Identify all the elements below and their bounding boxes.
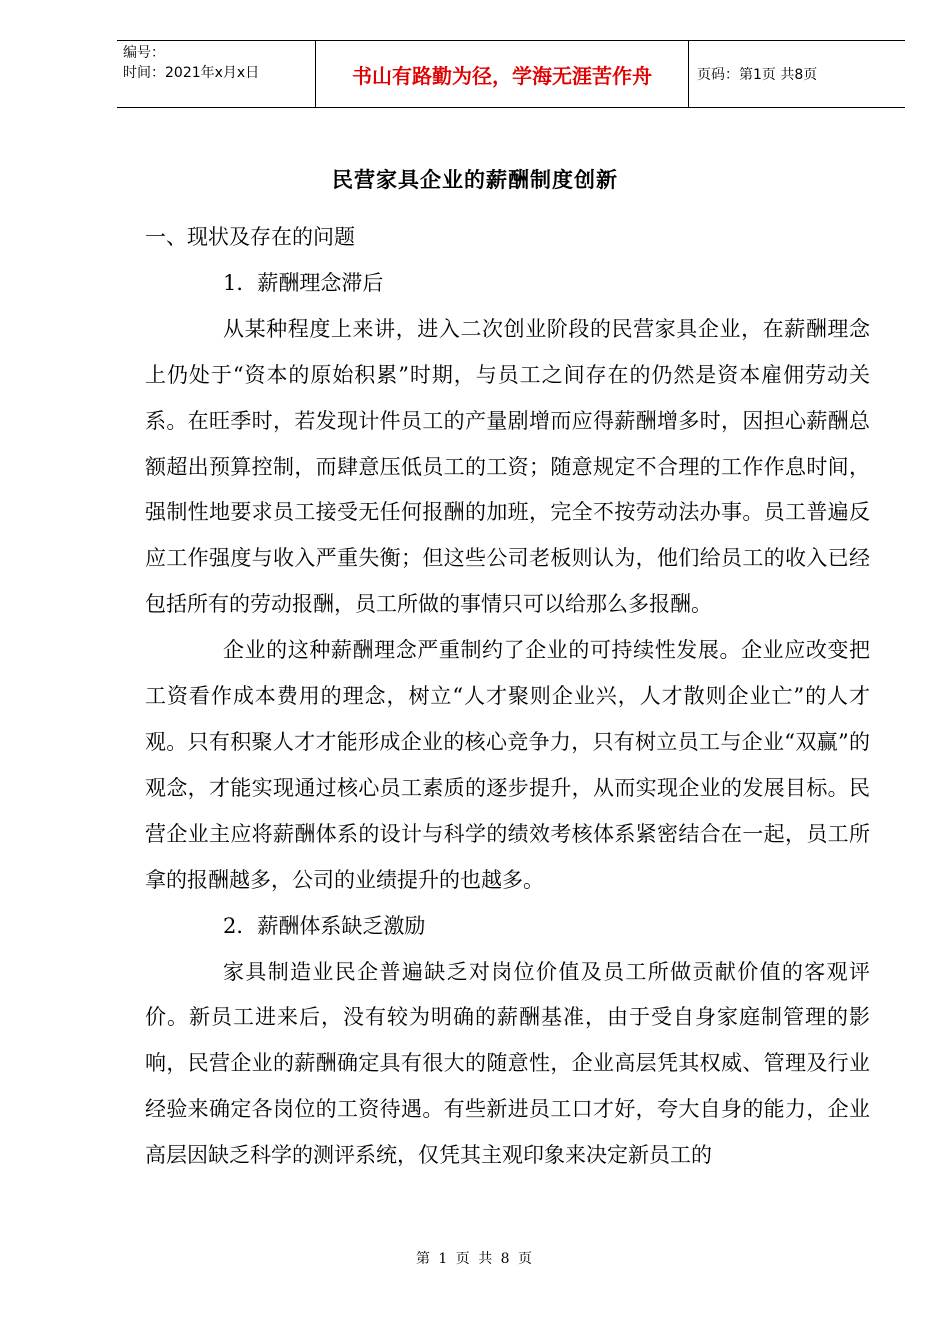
paragraph: 家具制造业民企普遍缺乏对岗位价值及员工所做贡献价值的客观评价。新员工进来后，没有较为明确的薪酬基准，由于受自身家庭制管理的影响，民营企业的薪酬确定具有很大的随意性，企业高层凭其权威、管理及行业经验来确定各岗位的工资待遇。有些新进员工口才好，夸大自身的能力，企业高层因缺乏科学的测评系统，仅凭其主观印象来决定新员工的	[145, 959, 870, 1168]
document-title: 民营家具企业的薪酬制度创新	[332, 168, 618, 192]
paragraph: 企业的这种薪酬理念严重制约了企业的可持续性发展。企业应改变把工资看作成本费用的理念，树立“人才聚则企业兴，人才散则企业亡”的人才观。只有积聚人才才能形成企业的核心竞争力，只有树立员工与企业“双赢”的观念，才能实现通过核心员工素质的逐步提升，从而实现企业的发展目标。民营企业主应将薪酬体系的设计与科学的绩效考核体系紧密结合在一起，员工所拿的报酬越多，公司的业绩提升的也越多。	[145, 638, 870, 892]
header-page-number: 页码：第1页 共8页	[697, 67, 818, 83]
header-meta	[117, 41, 316, 107]
document-number-label: 编号：	[123, 45, 165, 61]
subsection-heading: 2．薪酬体系缺乏激励	[223, 913, 426, 938]
page-header	[117, 40, 905, 108]
paragraph: 从某种程度上来讲，进入二次创业阶段的民营家具企业，在薪酬理念上仍处于“资本的原始积累”时期，与员工之间存在的仍然是资本雇佣劳动关系。在旺季时，若发现计件员工的产量剧增而应得薪酬增多时，因担心薪酬总额超出预算控制，而肆意压低员工的工资；随意规定不合理的工作作息时间，强制性地要求员工接受无任何报酬的加班，完全不按劳动法办事。员工普遍反应工作强度与收入严重失衡；但这些公司老板则认为，他们给员工的收入已经包括所有的劳动报酬，员工所做的事情只可以给那么多报酬。	[145, 316, 870, 617]
section-heading: 一、现状及存在的问题	[145, 225, 355, 249]
page-footer: 第 1 页 共 8 页	[415, 1251, 535, 1267]
subsection-heading: 1．薪酬理念滞后	[223, 270, 384, 295]
document-time-label: 时间：2021年x月x日	[123, 65, 260, 81]
document-body	[145, 215, 870, 1179]
header-motto: 书山有路勤为径，学海无涯苦作舟	[316, 41, 689, 107]
